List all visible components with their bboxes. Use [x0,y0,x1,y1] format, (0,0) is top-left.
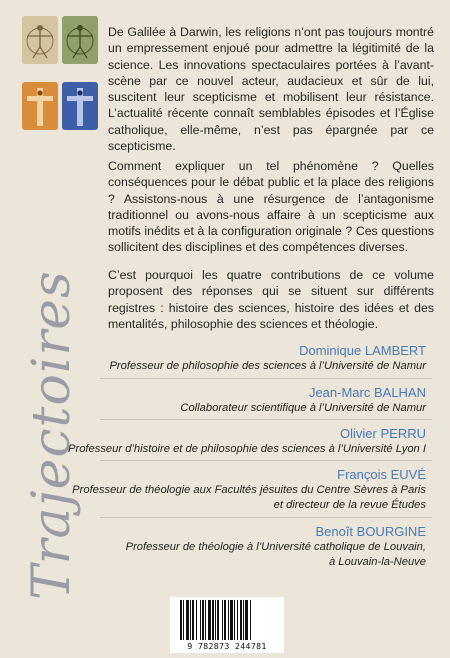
contributions-paragraph: C’est pourquoi les quatre contributions de ce volume proposent des réponses qui se situent sur différents registres : histoire des sciences, histoire des idées et des mentalités, philosophie des sciences et théologie. [108,268,434,331]
vitruvian-man-green-icon [62,16,98,64]
author-name: Benoît BOURGINE [315,524,426,539]
author-bourgine [126,524,426,569]
author-affiliation: Professeur de théologie à l’Université catholique de Louvain, [125,541,426,553]
crucifix-orange-icon [22,82,58,130]
author-affiliation: Professeur de philosophie des sciences à l’Université de Namur [109,360,426,372]
barcode-bar [251,600,252,640]
series-title: Trajectoires [22,270,82,600]
author-euve [72,467,426,512]
author-name: Jean-Marc BALHAN [308,385,426,400]
divider [100,419,432,420]
divider [100,378,432,379]
crucifix-blue-icon [62,82,98,130]
author-affiliation: Professeur d’histoire et de philosophie des sciences à l’Université Lyon I [68,443,426,455]
intro-paragraph: De Galilée à Darwin, les religions n’ont pas toujours montré un empressement enjoué pour admettre la légitimité de la science. Les innovations spectaculaires portées à l’avant-scène par ce nouvel acteur, audacieux et sûr de lui, suscitent leur scepticisme et mobilisent leur résistance. L’actualité récente connaît semblables épisodes et l’Église catholique, elle-même, n’est pas épargnée par ce scepticisme. [108,25,434,154]
author-affiliation: Professeur de théologie aux Facultés jésuites du Centre Sèvres à Paris [72,484,426,496]
barcode-bars [180,600,274,640]
author-lambert [109,343,426,374]
barcode [170,597,284,653]
author-balhan [180,385,426,416]
author-affiliation-line2: à Louvain-la-Neuve [328,555,426,568]
author-name: François EUVÉ [337,467,426,482]
author-perru [68,426,426,457]
vitruvian-man-beige-icon [22,16,58,64]
divider [100,517,432,518]
divider [100,460,432,461]
author-name: Olivier PERRU [340,426,426,441]
author-affiliation: Collaborateur scientifique à l’Université de Namur [180,402,426,414]
author-name: Dominique LAMBERT [299,343,426,358]
author-affiliation-line2: et directeur de la revue Études [273,498,426,511]
questions-paragraph: Comment expliquer un tel phénomène ? Quelles conséquences pour le débat public et la place des religions ? Assistons-nous à une résurgence de l’antagonisme traditionnel ou avons-nous affaire à un scepticisme aux motifs inédits et à la configuration originale ? Ces questions sollicitent des disciplines et des compétences diverses. [108,159,434,255]
barcode-number: 9 782873 244781 [187,641,267,651]
